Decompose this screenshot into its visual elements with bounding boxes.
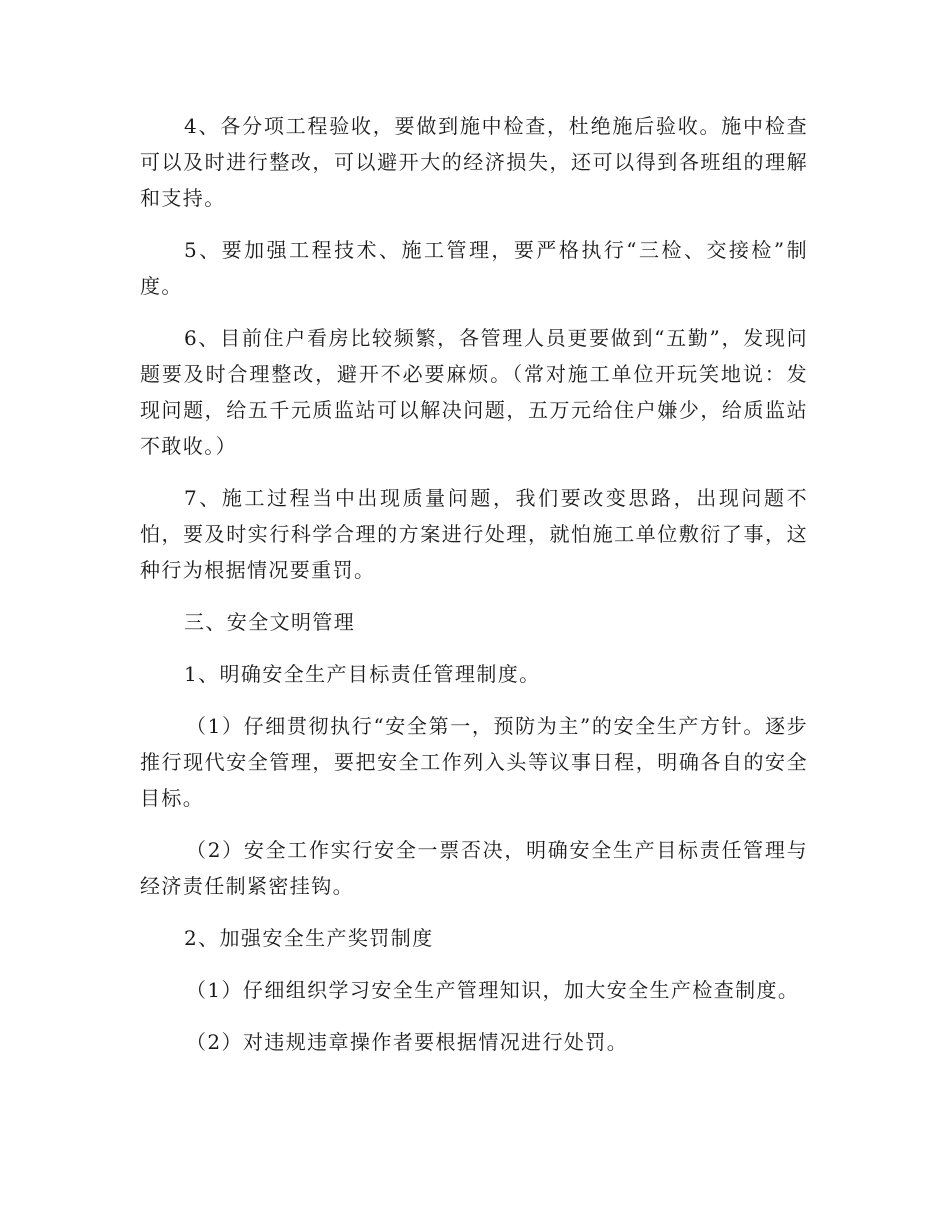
paragraph-subitem-1-1: （1）仔细贯彻执行“安全第一，预防为主”的安全生产方针。逐步推行现代安全管理，要把安全工作列入头等议事日程，明确各自的安全目标。 [140, 714, 808, 810]
paragraph-item-safety-2: 2、加强安全生产奖罚制度 [184, 926, 434, 950]
paragraph-item-safety-1: 1、明确安全生产目标责任管理制度。 [184, 662, 541, 686]
paragraph-subitem-2-2: （2）对违规违章操作者要根据情况进行处罚。 [186, 1030, 629, 1054]
paragraph-subitem-1-2: （2）安全工作实行安全一票否决，明确安全生产目标责任管理与经济责任制紧密挂钩。 [140, 838, 808, 898]
paragraph-subitem-2-1: （1）仔细组织学习安全生产管理知识，加大安全生产检查制度。 [186, 978, 800, 1002]
paragraph-item-4: 4、各分项工程验收，要做到施中检查，杜绝施后验收。施中检查可以及时进行整改，可以避开大的经济损失，还可以得到各班组的理解和支持。 [140, 114, 808, 210]
section-heading-safety: 三、安全文明管理 [184, 610, 356, 634]
paragraph-item-6: 6、目前住户看房比较频繁，各管理人员更要做到“五勤”，发现问题要及时合理整改，避开不必要麻烦。（常对施工单位开玩笑地说：发现问题，给五千元质监站可以解决问题，五万元给住户嫌少，给质监站不敢收。） [140, 326, 808, 458]
paragraph-item-7: 7、施工过程当中出现质量问题，我们要改变思路，出现问题不怕，要及时实行科学合理的方案进行处理，就怕施工单位敷衍了事，这种行为根据情况要重罚。 [140, 486, 808, 582]
paragraph-item-5: 5、要加强工程技术、施工管理，要严格执行“三检、交接检”制度。 [140, 238, 808, 298]
document-page [140, 108, 808, 1076]
